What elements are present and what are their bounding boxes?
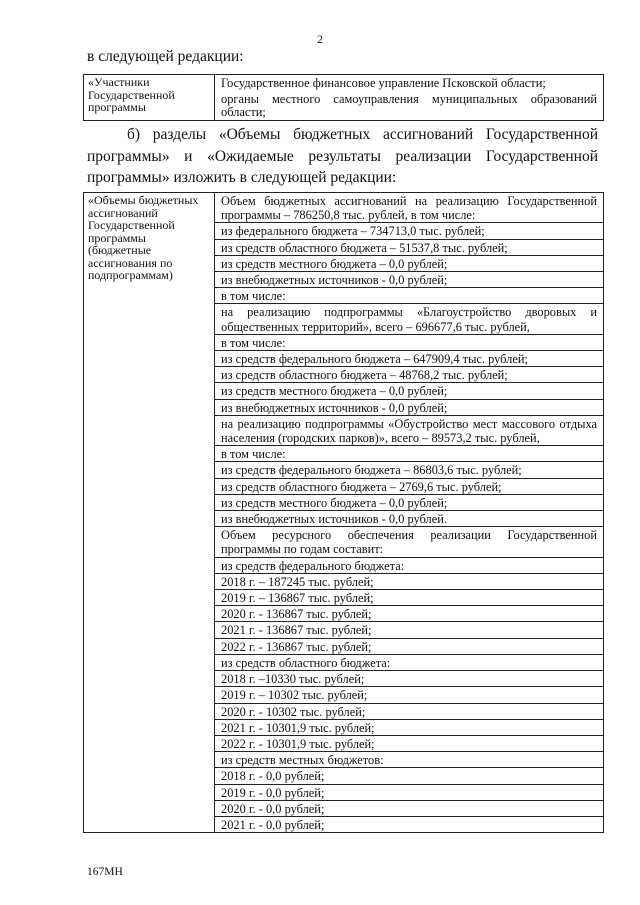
budget-row: из средств местного бюджета – 0,0 рублей; bbox=[215, 383, 603, 399]
budget-row: Объем бюджетных ассигнований на реализацию Государственной программы – 786250,8 тыс. рублей, в том числе: bbox=[215, 193, 603, 223]
participants-label: «Участники Государственной программы bbox=[84, 75, 215, 121]
budget-row: 2021 г. - 10301,9 тыс. рублей; bbox=[215, 720, 603, 736]
participants-table bbox=[83, 74, 604, 121]
budget-row: 2021 г. - 0,0 рублей; bbox=[221, 817, 325, 832]
paragraph-line: программы» и «Ожидаемые результаты реализации Государственной bbox=[87, 147, 598, 165]
budget-row: на реализацию подпрограммы «Благоустройство дворовых и общественных территорий», всего – 696677,6 тыс. рублей, bbox=[215, 304, 603, 334]
budget-row: из средств федерального бюджета: bbox=[215, 558, 603, 574]
budget-row: 2019 г. - 0,0 рублей; bbox=[215, 785, 603, 801]
budget-row: 2020 г. - 10302 тыс. рублей; bbox=[215, 704, 603, 720]
budget-row: из средств местного бюджета – 0,0 рублей; bbox=[215, 256, 603, 272]
budget-row: 2022 г. - 136867 тыс. рублей; bbox=[215, 639, 603, 655]
budget-table bbox=[83, 192, 604, 833]
footer-code: 167МН bbox=[87, 866, 123, 878]
page-number: 2 bbox=[317, 32, 323, 46]
budget-row: из средств областного бюджета – 2769,6 тыс. рублей; bbox=[215, 479, 603, 495]
budget-row: 2019 г. – 10302 тыс. рублей; bbox=[215, 687, 603, 703]
budget-row: 2019 г. – 136867 тыс. рублей; bbox=[215, 590, 603, 606]
budget-row: из внебюджетных источников - 0,0 рублей; bbox=[215, 400, 603, 416]
budget-row: Объем ресурсного обеспечения реализации Государственной программы по годам составит: bbox=[215, 527, 603, 557]
budget-row: из средств федерального бюджета – 86803,6 тыс. рублей; bbox=[215, 462, 603, 478]
budget-row: из федерального бюджета – 734713,0 тыс. рублей; bbox=[215, 223, 603, 239]
budget-row: из средств местного бюджета – 0,0 рублей; bbox=[215, 495, 603, 511]
paragraph-line: б) разделы «Объемы бюджетных ассигнований Государственной bbox=[127, 126, 598, 143]
intro-text: в следующей редакции: bbox=[87, 48, 244, 65]
budget-row: в том числе: bbox=[215, 335, 603, 351]
budget-row: 2018 г. - 0,0 рублей; bbox=[215, 768, 603, 784]
budget-value bbox=[215, 193, 604, 833]
budget-row: из средств областного бюджета: bbox=[215, 655, 603, 671]
budget-row: из средств областного бюджета – 48768,2 тыс. рублей; bbox=[215, 367, 603, 383]
budget-row: из средств местных бюджетов: bbox=[215, 752, 603, 768]
budget-row: в том числе: bbox=[215, 446, 603, 462]
budget-row: 2021 г. - 136867 тыс. рублей; bbox=[215, 622, 603, 638]
budget-row: 2020 г. - 136867 тыс. рублей; bbox=[215, 606, 603, 622]
budget-row: на реализацию подпрограммы «Обустройство мест массового отдыха населения (городских парков)», всего – 89573,2 тыс. рублей, bbox=[215, 416, 603, 446]
budget-row: из средств федерального бюджета – 647909,4 тыс. рублей; bbox=[215, 351, 603, 367]
paragraph-line: программы» изложить в следующей редакции: bbox=[87, 169, 397, 186]
budget-row: 2020 г. - 0,0 рублей; bbox=[215, 801, 603, 817]
participant-line: органы местного самоуправления муниципальных образований области; bbox=[221, 92, 597, 119]
participants-value bbox=[215, 75, 604, 121]
budget-row: из внебюджетных источников - 0,0 рублей. bbox=[215, 511, 603, 527]
budget-row: в том числе: bbox=[215, 288, 603, 304]
budget-row: 2022 г. - 10301,9 тыс. рублей; bbox=[215, 736, 603, 752]
section-paragraph bbox=[87, 124, 598, 189]
budget-row: 2018 г. – 187245 тыс. рублей; bbox=[215, 574, 603, 590]
participant-line: Государственное финансовое управление Псковской области; bbox=[221, 76, 546, 90]
budget-row: из средств областного бюджета – 51537,8 тыс. рублей; bbox=[215, 240, 603, 256]
budget-row: из внебюджетных источников - 0,0 рублей; bbox=[215, 272, 603, 288]
budget-row: 2018 г. –10330 тыс. рублей; bbox=[215, 671, 603, 687]
budget-label: «Объемы бюджетных ассигнований Государственной программы (бюджетные ассигнования по подпрограммам) bbox=[84, 193, 215, 833]
